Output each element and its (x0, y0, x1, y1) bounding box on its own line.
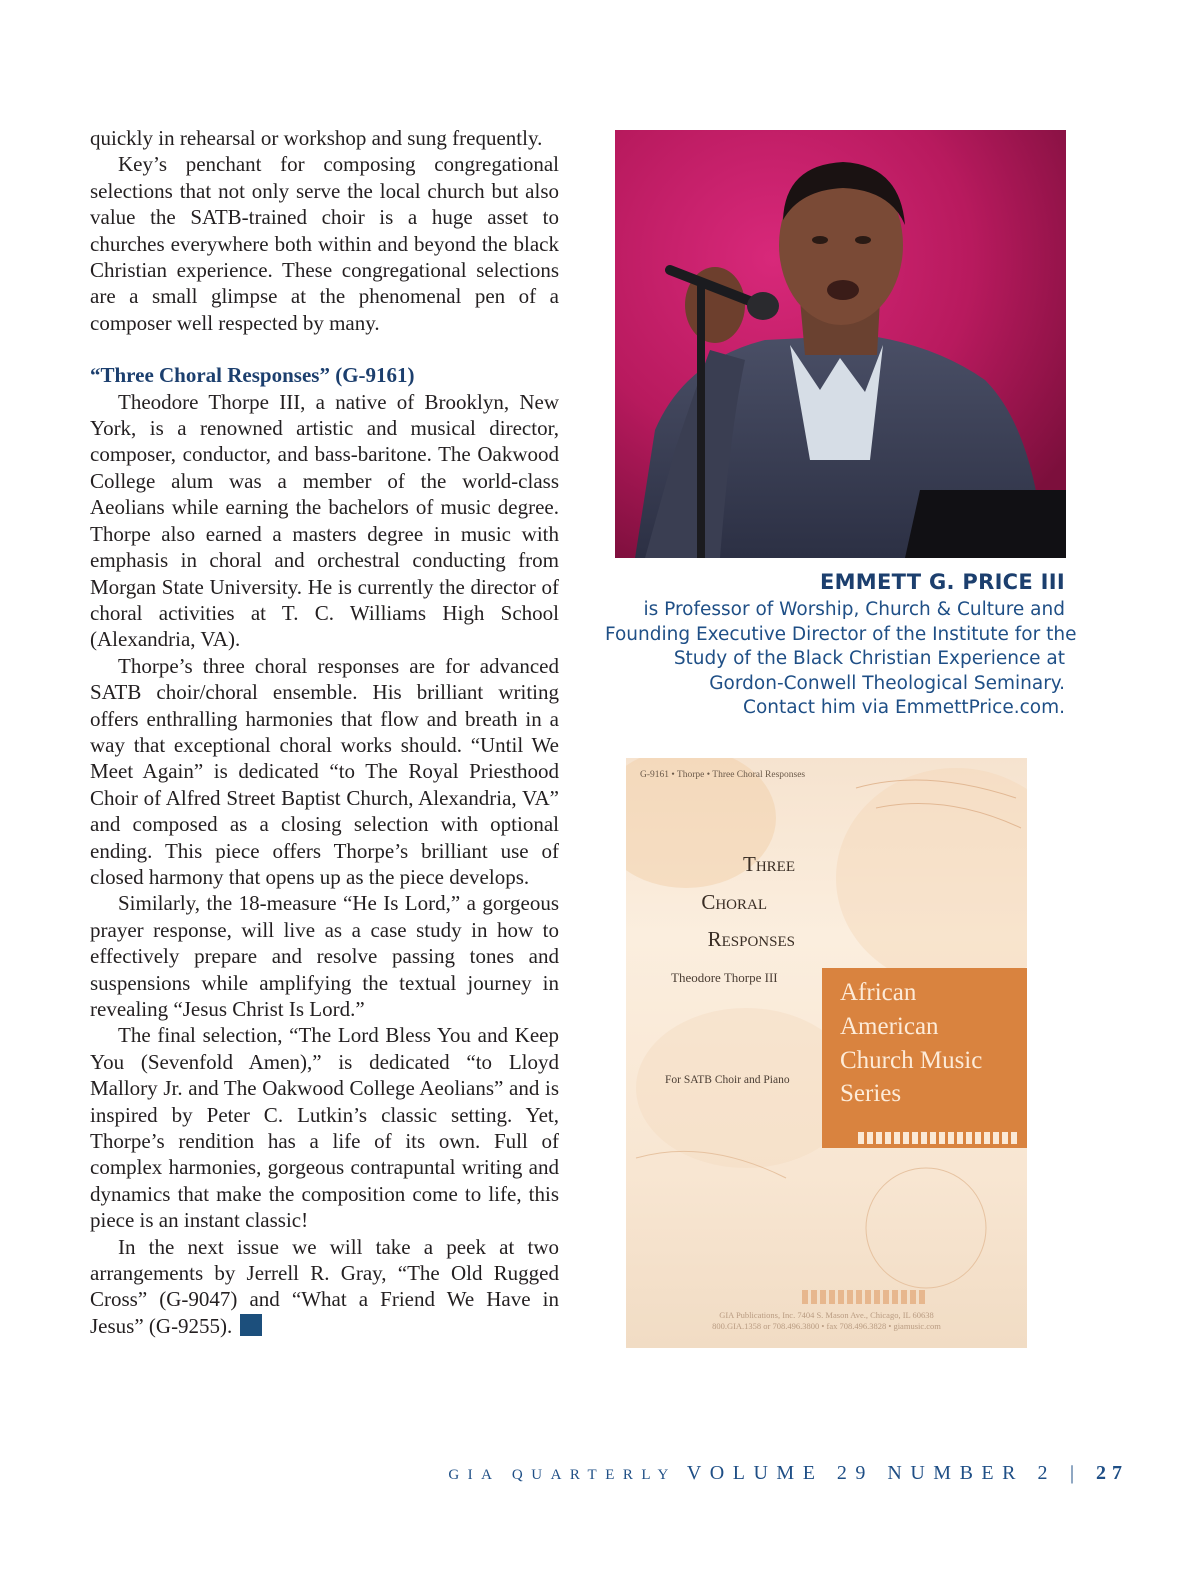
page-footer (448, 1462, 1128, 1485)
article-paragraph: The final selection, “The Lord Bless You and Keep You (Sevenfold Amen),” is dedicated “to Lloyd Mallory Jr. and The Oakwood College Aeolians” and is inspired by Peter C. Lutkin’s classic setting. Yet, Thorpe’s rendition has a life of its own. Full of complex harmonies, gorgeous contrapuntal writing and dynamics that make the composition come to life, this piece is an instant classic! (90, 1023, 559, 1233)
series-title-line: African (840, 979, 917, 1006)
section-heading: “Three Choral Responses” (G-9161) (90, 363, 415, 388)
piano-keys-decoration (858, 1132, 1017, 1144)
cover-catalog-code: G-9161 • Thorpe • Three Choral Responses (640, 770, 806, 780)
final-paragraph-text: In the next issue we will take a peek at two arrangements by Jerrell R. Gray, “The Old Rugged Cross” (G-9047) and “What a Friend We Have in Jesus” (G-9255). (90, 1234, 559, 1338)
author-bio (605, 570, 1077, 720)
issue-volume: VOLUME 29 NUMBER 2 (686, 1462, 1056, 1484)
article-paragraph: Theodore Thorpe III, a native of Brooklyn, New York, is a renowned artistic and musical director, composer, conductor, and bass-baritone. The Oakwood College alum was a member of the world-class Aeolians while earning the bachelors of music degree. Thorpe also earned a masters degree in music with emphasis in choral and orchestral conducting from Morgan State University. He is currently the director of choral activities at T. C. Williams High School (Alexandria, VA). (90, 389, 559, 652)
piano-keys-decoration (802, 1290, 925, 1304)
article-column (90, 125, 559, 1339)
bio-line: is Professor of Worship, Church & Culture and (643, 599, 1065, 621)
publisher-line: GIA Publications, Inc. 7404 S. Mason Ave., Chicago, IL 60638 (719, 1310, 934, 1320)
bio-line: Study of the Black Christian Experience at (673, 648, 1065, 670)
publisher-line: 800.GIA.1358 or 708.496.3800 • fax 708.496.3828 • giamusic.com (712, 1321, 941, 1331)
cover-composer: Theodore Thorpe III (671, 970, 778, 985)
author-photo (615, 130, 1066, 558)
article-paragraph: Similarly, the 18-measure “He Is Lord,” a gorgeous prayer response, will live as a case study in how to effectively prepare and resolve passing tones and suspensions while amplifying the textual journey in revealing “Jesus Christ Is Lord.” (90, 891, 559, 1021)
article-paragraph: quickly in rehearsal or workshop and sung frequently. (90, 126, 543, 150)
cover-title (701, 846, 795, 959)
author-name: EMMETT G. PRICE III (819, 570, 1065, 594)
sheet-music-cover (626, 758, 1027, 1348)
footer-separator: | (1069, 1462, 1074, 1484)
article-paragraph: Thorpe’s three choral responses are for advanced SATB choir/choral ensemble. His brilliant writing offers enthralling harmonies that flow and breath in a way that exceptional choral works should. “Until We Meet Again” is dedicated “to The Royal Priesthood Choir of Alfred Street Baptist Church, Alexandria, VA” and composed as a closing selection with optional ending. This piece offers Thorpe’s brilliant use of closed harmony that opens up as the piece develops. (90, 653, 559, 889)
page-number: 27 (1096, 1462, 1128, 1484)
cover-voicing: For SATB Choir and Piano (665, 1074, 790, 1086)
series-title-line: Church Music (840, 1046, 983, 1074)
series-block (822, 968, 1027, 1148)
series-title-line: American (840, 1012, 939, 1040)
bio-contact-line: Contact him via EmmettPrice.com. (743, 697, 1065, 719)
cover-title-word: Responses (707, 927, 795, 951)
bio-line: Gordon-Conwell Theological Seminary. (709, 672, 1065, 694)
cover-title-word: Three (743, 852, 795, 876)
publication-name: GIA QUARTERLY (448, 1467, 677, 1483)
cover-publisher-info (686, 1310, 967, 1332)
series-title-line: Series (840, 1080, 902, 1108)
article-paragraph: Key’s penchant for composing congregational selections that not only serve the local church but also value the SATB-trained choir is a huge asset to churches everywhere both within and beyond the black Christian experience. These congregational selections are a small glimpse at the phenomenal pen of a composer well respected by many. (90, 152, 559, 335)
end-of-article-mark (240, 1314, 262, 1336)
singer-illustration (615, 130, 1066, 558)
article-paragraph-final (90, 1234, 559, 1340)
cover-title-word: Choral (701, 889, 767, 914)
bio-line: Founding Executive Director of the Institute for the (605, 623, 1077, 645)
series-title (840, 976, 982, 1111)
